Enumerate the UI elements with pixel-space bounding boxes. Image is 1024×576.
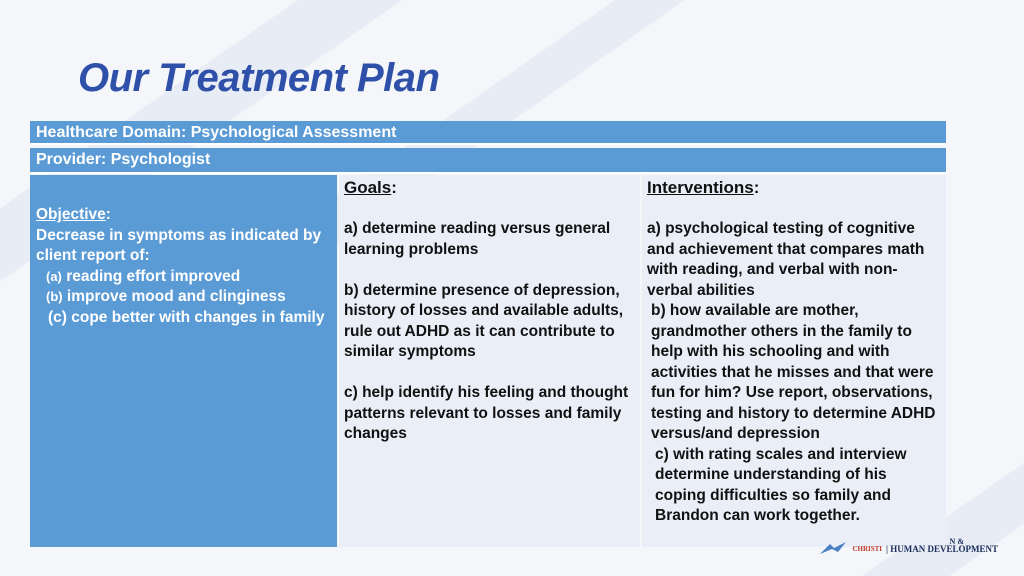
objective-item-a — [36, 267, 331, 288]
goal-b: b) determine presence of depression, history of losses and available adults, rule out ADHD as it can contribute to similar symptoms — [344, 281, 624, 360]
domain-row: Healthcare Domain: Psychological Assessment — [30, 121, 946, 145]
interventions-heading — [647, 177, 941, 199]
goal-a: a) determine reading versus general learning problems — [344, 220, 611, 258]
objective-item-a-label: (a) — [46, 268, 62, 284]
logo-org-text: | HUMAN DEVELOPMENT — [886, 544, 998, 554]
goals-heading-text: Goals — [344, 178, 392, 197]
objective-item-c: (c) cope better with changes in family — [48, 308, 325, 326]
interventions-heading-suffix: : — [753, 178, 760, 197]
treatment-plan-table — [30, 121, 946, 547]
objective-heading: Objective — [36, 206, 106, 223]
goals-heading-suffix: : — [391, 178, 397, 197]
objective-item-b-text: improve mood and clinginess — [66, 288, 286, 305]
objective-item-b — [36, 287, 331, 308]
goals-cell — [339, 175, 640, 547]
intervention-b: b) how available are mother, grandmother others in the family to help with his schooling and with activities that he misses and that were fun for him? Use report, observations, testing and history to determine ADHD versus/and depression — [651, 302, 936, 442]
objective-heading-suffix: : — [105, 206, 111, 223]
objective-cell — [30, 175, 337, 547]
interventions-cell — [642, 175, 946, 547]
logo-mark-icon — [818, 540, 848, 558]
goals-heading — [344, 177, 635, 199]
logo-top-text: N & — [949, 537, 964, 546]
objective-item-b-label: (b) — [46, 289, 63, 304]
objective-item-a-text: reading effort improved — [66, 267, 241, 285]
intervention-c: c) with rating scales and interview determine understanding of his coping difficulties so family and Brandon can work together. — [655, 445, 907, 524]
institution-logo — [818, 540, 998, 558]
goal-c: c) help identify his feeling and thought patterns relevant to losses and family changes — [344, 384, 629, 442]
intervention-a: a) psychological testing of cognitive and achievement that compares math with reading, and verbal with non-verbal abilities — [647, 220, 925, 299]
logo-mark-text: CHRISTI — [852, 545, 883, 553]
objective-description: Decrease in symptoms as indicated by client report of: — [36, 226, 322, 264]
provider-row: Provider: Psychologist — [30, 148, 946, 174]
slide-title: Our Treatment Plan — [78, 56, 440, 100]
interventions-heading-text: Interventions — [647, 178, 754, 197]
